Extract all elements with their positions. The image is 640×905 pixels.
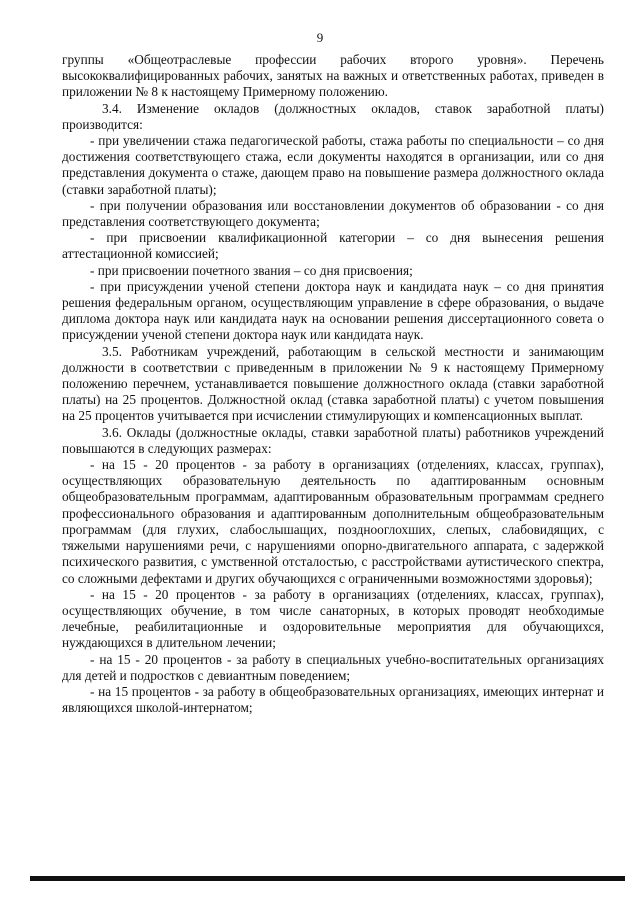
bottom-divider (30, 876, 625, 881)
page-number: 9 (316, 30, 324, 45)
list-item: - при присвоении квалификационной категории – со дня вынесения решения аттестационной комиссией; (62, 230, 604, 262)
paragraph-continuation: группы «Общеотраслевые профессии рабочих второго уровня». Перечень высококвалифицированных рабочих, занятых на важных и ответственных работах, приведен в приложении № 8 к настоящему Примерному положению. (62, 52, 604, 100)
document-body (62, 52, 604, 716)
paragraph-section-3-6: 3.6. Оклады (должностные оклады, ставки заработной платы) работников учреждений повышаются в следующих размерах: (62, 424, 604, 456)
list-item: - при присвоении почетного звания – со дня присвоения; (90, 262, 413, 278)
list-item: - при получении образования или восстановлении документов об образовании - со дня представления соответствующего документа; (62, 197, 604, 230)
paragraph-section-3-5: 3.5. Работникам учреждений, работающим в сельской местности и занимающим должности в соответствии с приведенным в приложении № 9 к настоящему Примерному положению перечнем, устанавливается повышение должностного оклада (ставки заработной платы) на 25 процентов. Должностной оклад (ставка заработной платы) с учетом повышения на 25 процентов учитывается при исчислении стимулирующих и компенсационных выплат. (62, 343, 604, 424)
list-item: - на 15 - 20 процентов - за работу в организациях (отделениях, классах, группах), осуществляющих образовательную деятельность по адаптированным основным общеобразовательным программам, адаптированным образовательным программам среднего профессионального образования и адаптированным дополнительным общеобразовательным программам (для глухих, слабослышащих, позднооглохших, слепых, слабовидящих, с тяжелыми нарушениями речи, с нарушениями опорно-двигательного аппарата, с задержкой психического развития, с умственной отсталостью, с расстройствами аутистического спектра, со сложными дефектами и других обучающихся с ограниченными возможностями здоровья); (62, 457, 604, 586)
list-item: - при присуждении ученой степени доктора наук и кандидата наук – со дня принятия решения федеральным органом, осуществляющим управление в сфере образования, о выдаче диплома доктора наук или кандидата наук на основании решения диссертационного совета о присуждении ученой степени доктора наук или кандидата наук. (62, 278, 604, 343)
list-item: - на 15 - 20 процентов - за работу в специальных учебно-воспитательных организациях для детей и подростков с девиантным поведением; (62, 651, 604, 683)
list-item: - при увеличении стажа педагогической работы, стажа работы по специальности – со дня достижения соответствующего стажа, если документы находятся в организации, или со дня представления документа о стаже, дающем право на повышение размера должностного оклада (ставки заработной платы); (62, 133, 604, 197)
paragraph-section-3-4: 3.4. Изменение окладов (должностных окладов, ставок заработной платы) производится: (62, 100, 604, 132)
list-item: - на 15 процентов - за работу в общеобразовательных организациях, имеющих интернат и являющихся школой-интернатом; (62, 683, 604, 716)
list-item: - на 15 - 20 процентов - за работу в организациях (отделениях, классах, группах), осуществляющих обучение, в том числе санаторных, в которых проводят необходимые лечебные, реабилитационные и оздоровительные мероприятия для обучающихся, нуждающихся в длительном лечении; (62, 586, 604, 651)
